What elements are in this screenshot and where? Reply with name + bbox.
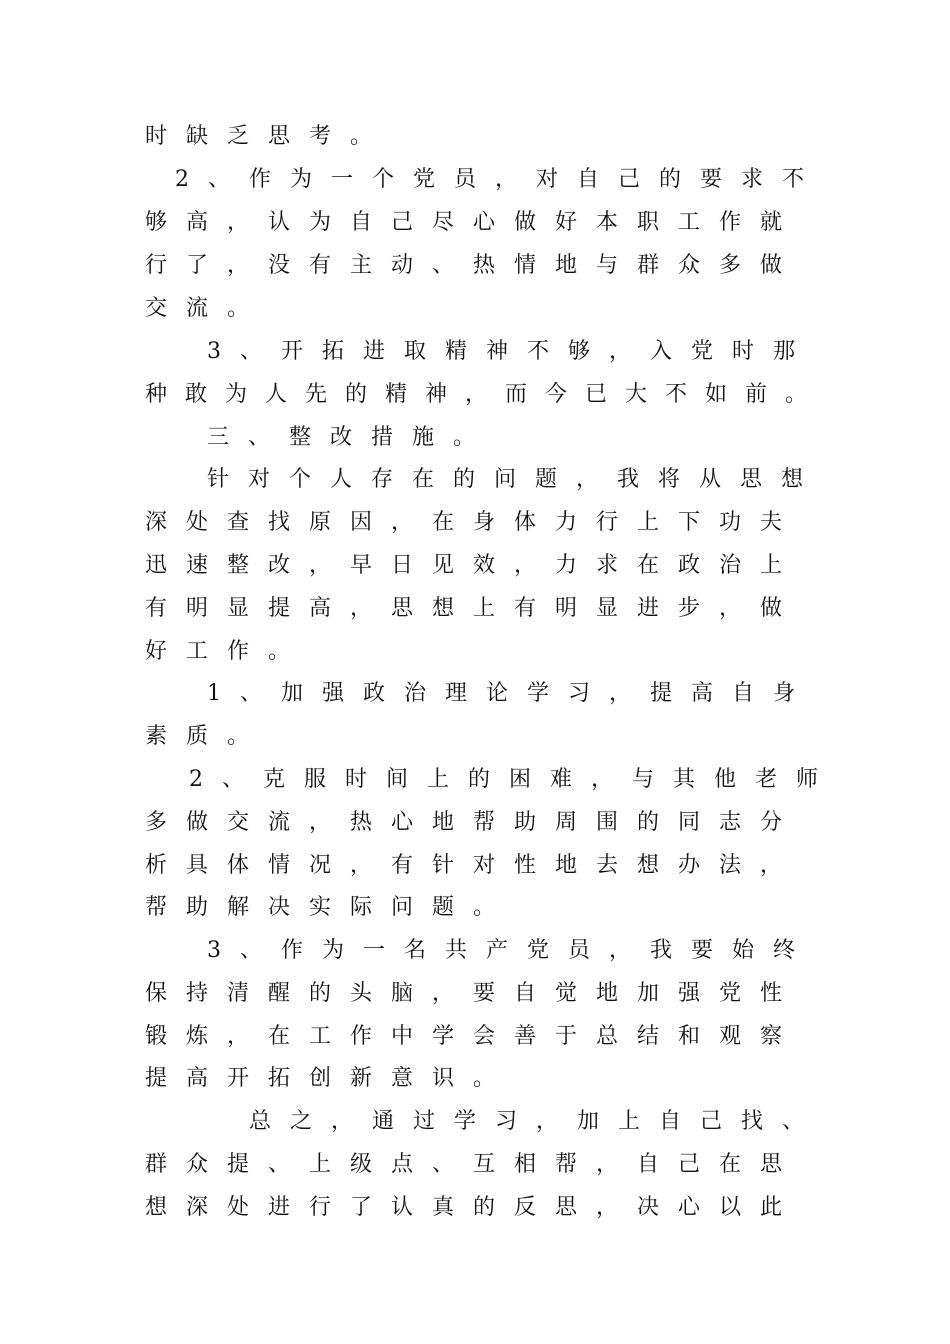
section-heading: 三、整改措施。 xyxy=(207,425,495,450)
text-line: 帮助解决实际问题。 xyxy=(145,895,515,920)
text-line: 保持清醒的头脑，要自觉地加强党性 xyxy=(145,981,802,1006)
text-line: 锻炼，在工作中学会善于总结和观察 xyxy=(145,1024,802,1049)
text-line: 3、开拓进取精神不够，入党时那 xyxy=(207,339,814,364)
text-line: 素质。 xyxy=(145,724,269,749)
text-line: 行了，没有主动、热情地与群众多做 xyxy=(145,253,802,278)
text-line: 时缺乏思考。 xyxy=(145,124,392,149)
text-line: 想深处进行了认真的反思，决心以此 xyxy=(145,1195,802,1220)
text-line: 1、加强政治理论学习，提高自身 xyxy=(207,681,814,706)
text-line: 针对个人存在的问题，我将从思想 xyxy=(207,467,823,492)
text-line: 提高开拓创新意识。 xyxy=(145,1066,515,1091)
text-line: 3、作为一名共产党员，我要始终 xyxy=(207,938,814,963)
text-line: 深处查找原因，在身体力行上下功夫 xyxy=(145,510,802,535)
text-line: 2、作为一个党员，对自己的要求不 xyxy=(175,167,823,192)
text-line: 好工作。 xyxy=(145,639,310,664)
text-line: 2、克服时间上的困难，与其他老师 xyxy=(189,767,837,792)
text-line: 有明显提高，思想上有明显进步，做 xyxy=(145,596,802,621)
text-line: 总之，通过学习，加上自己找、 xyxy=(249,1109,824,1134)
text-line: 种敢为人先的精神，而今已大不如前。 xyxy=(145,382,826,407)
text-line: 群众提、上级点、互相帮，自己在思 xyxy=(145,1152,802,1177)
text-line: 析具体情况，有针对性地去想办法， xyxy=(145,853,802,878)
text-line: 多做交流，热心地帮助周围的同志分 xyxy=(145,810,802,835)
text-line: 迅速整改，早日见效，力求在政治上 xyxy=(145,553,802,578)
text-line: 够高，认为自己尽心做好本职工作就 xyxy=(145,210,802,235)
text-line: 交流。 xyxy=(145,296,269,321)
